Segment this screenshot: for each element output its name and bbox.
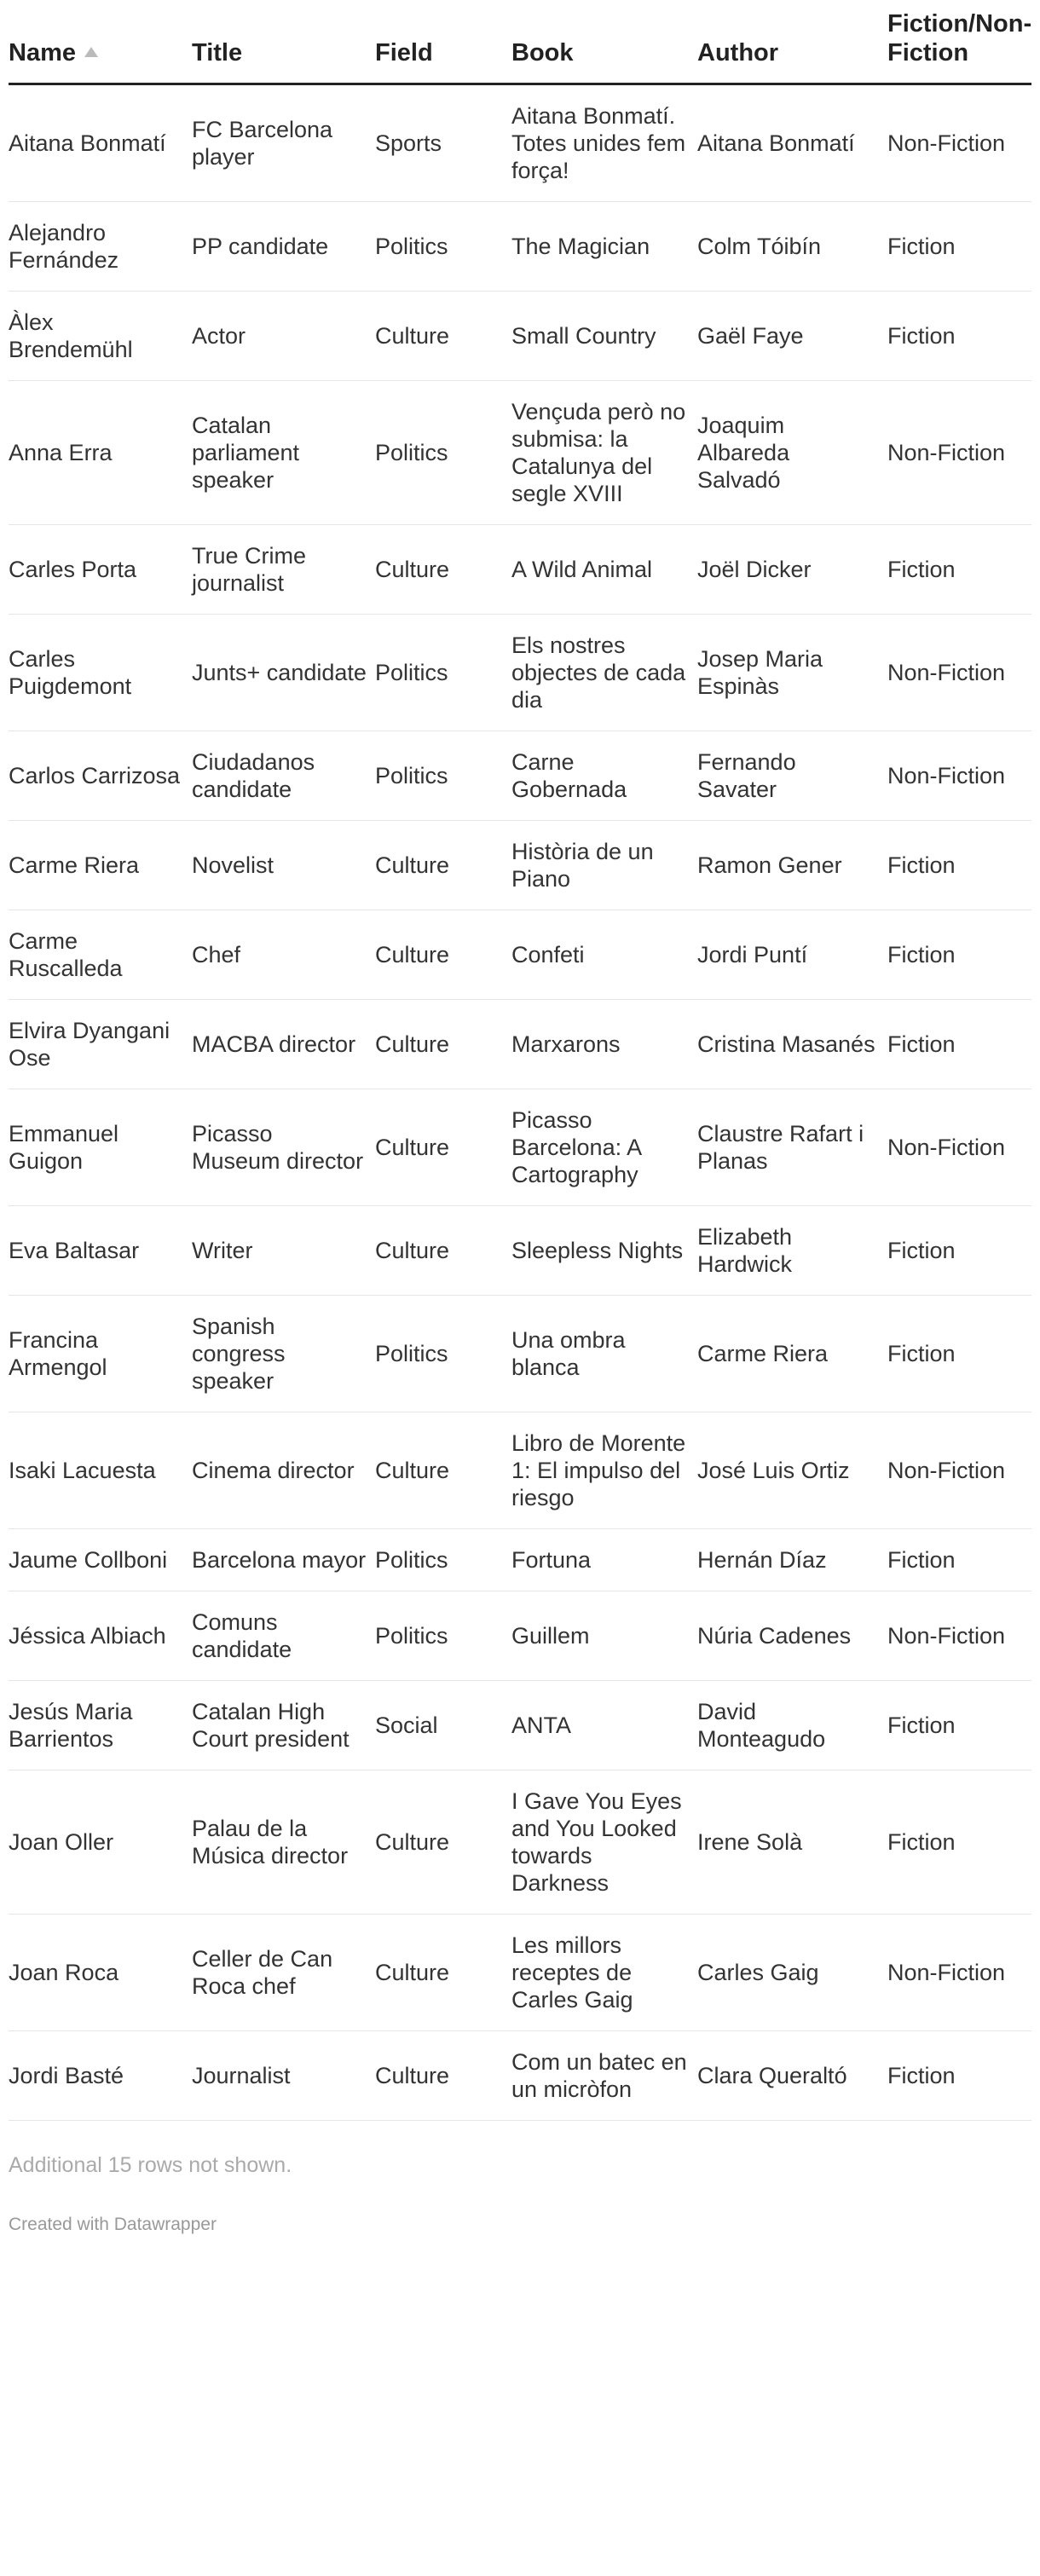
cell-author: Ramon Gener	[697, 820, 887, 910]
cell-fiction-nonfiction: Non-Fiction	[887, 1914, 1031, 2030]
column-header-field[interactable]: Field	[375, 0, 511, 84]
cell-book: Marxarons	[511, 999, 697, 1089]
cell-book: Libro de Morente 1: El impulso del riesgo	[511, 1412, 697, 1528]
cell-field: Culture	[375, 1914, 511, 2030]
column-header-author[interactable]: Author	[697, 0, 887, 84]
cell-field: Culture	[375, 999, 511, 1089]
column-header-book[interactable]: Book	[511, 0, 697, 84]
cell-name: Jordi Basté	[9, 2030, 192, 2120]
table-row	[9, 1770, 1031, 1914]
cell-title: PP candidate	[192, 201, 375, 291]
cell-field: Culture	[375, 910, 511, 999]
cell-title: Writer	[192, 1205, 375, 1295]
cell-title: MACBA director	[192, 999, 375, 1089]
cell-fiction-nonfiction: Non-Fiction	[887, 731, 1031, 820]
table-row	[9, 614, 1031, 731]
cell-name: Aitana Bonmatí	[9, 84, 192, 201]
cell-author: Carme Riera	[697, 1295, 887, 1412]
cell-fiction-nonfiction: Fiction	[887, 1295, 1031, 1412]
table-row	[9, 380, 1031, 524]
table-row	[9, 820, 1031, 910]
table-row	[9, 524, 1031, 614]
cell-author: José Luis Ortiz	[697, 1412, 887, 1528]
cell-field: Social	[375, 1680, 511, 1770]
cell-title: Celler de Can Roca chef	[192, 1914, 375, 2030]
cell-author: Irene Solà	[697, 1770, 887, 1914]
cell-book: Aitana Bonmatí. Totes unides fem força!	[511, 84, 697, 201]
cell-field: Culture	[375, 1089, 511, 1205]
cell-name: Elvira Dyangani Ose	[9, 999, 192, 1089]
cell-author: Núria Cadenes	[697, 1591, 887, 1680]
cell-book: Picasso Barcelona: A Cartography	[511, 1089, 697, 1205]
cell-name: Carles Puigdemont	[9, 614, 192, 731]
cell-title: FC Barcelona player	[192, 84, 375, 201]
cell-name: Eva Baltasar	[9, 1205, 192, 1295]
cell-name: Carlos Carrizosa	[9, 731, 192, 820]
cell-book: Sleepless Nights	[511, 1205, 697, 1295]
cell-title: Picasso Museum director	[192, 1089, 375, 1205]
table-row	[9, 1914, 1031, 2030]
cell-field: Culture	[375, 2030, 511, 2120]
cell-book: Els nostres objectes de cada dia	[511, 614, 697, 731]
cell-book: I Gave You Eyes and You Looked towards Darkness	[511, 1770, 697, 1914]
cell-title: Ciudadanos candidate	[192, 731, 375, 820]
table-row	[9, 2030, 1031, 2120]
cell-name: Carme Ruscalleda	[9, 910, 192, 999]
table-row	[9, 291, 1031, 380]
column-header-title[interactable]: Title	[192, 0, 375, 84]
cell-fiction-nonfiction: Fiction	[887, 291, 1031, 380]
cell-author: Fernando Savater	[697, 731, 887, 820]
column-header-fiction-nonfiction[interactable]: Fiction/Non-Fiction	[887, 0, 1031, 84]
cell-fiction-nonfiction: Non-Fiction	[887, 84, 1031, 201]
cell-author: Joël Dicker	[697, 524, 887, 614]
cell-book: Small Country	[511, 291, 697, 380]
cell-name: Isaki Lacuesta	[9, 1412, 192, 1528]
table-body	[9, 84, 1031, 2120]
cell-fiction-nonfiction: Fiction	[887, 999, 1031, 1089]
cell-name: Joan Roca	[9, 1914, 192, 2030]
cell-name: Joan Oller	[9, 1770, 192, 1914]
cell-title: Journalist	[192, 2030, 375, 2120]
cell-name: Àlex Brendemühl	[9, 291, 192, 380]
cell-book: Guillem	[511, 1591, 697, 1680]
cell-fiction-nonfiction: Fiction	[887, 524, 1031, 614]
cell-field: Culture	[375, 820, 511, 910]
cell-name: Jéssica Albiach	[9, 1591, 192, 1680]
cell-author: Colm Tóibín	[697, 201, 887, 291]
cell-book: Carne Gobernada	[511, 731, 697, 820]
cell-field: Politics	[375, 614, 511, 731]
datawrapper-credit: Created with Datawrapper	[9, 2214, 217, 2234]
cell-author: Claustre Rafart i Planas	[697, 1089, 887, 1205]
cell-book: Com un batec en un micròfon	[511, 2030, 697, 2120]
cell-fiction-nonfiction: Non-Fiction	[887, 1412, 1031, 1528]
cell-author: Joaquim Albareda Salvadó	[697, 380, 887, 524]
cell-field: Politics	[375, 731, 511, 820]
rows-hidden-note: Additional 15 rows not shown.	[9, 2152, 292, 2177]
cell-field: Culture	[375, 1205, 511, 1295]
cell-author: Cristina Masanés	[697, 999, 887, 1089]
cell-fiction-nonfiction: Non-Fiction	[887, 380, 1031, 524]
table-row	[9, 1591, 1031, 1680]
table-row	[9, 1680, 1031, 1770]
cell-fiction-nonfiction: Fiction	[887, 820, 1031, 910]
table-row	[9, 999, 1031, 1089]
cell-book: Confeti	[511, 910, 697, 999]
cell-title: Actor	[192, 291, 375, 380]
cell-title: Cinema director	[192, 1412, 375, 1528]
cell-book: A Wild Animal	[511, 524, 697, 614]
cell-fiction-nonfiction: Non-Fiction	[887, 1089, 1031, 1205]
sort-ascending-icon	[84, 47, 98, 57]
table-row	[9, 1205, 1031, 1295]
table-header-row	[9, 0, 1031, 84]
cell-title: Comuns candidate	[192, 1591, 375, 1680]
cell-fiction-nonfiction: Fiction	[887, 1680, 1031, 1770]
cell-book: Vençuda però no submisa: la Catalunya del segle XVIII	[511, 380, 697, 524]
cell-name: Carme Riera	[9, 820, 192, 910]
table-row	[9, 1089, 1031, 1205]
cell-name: Carles Porta	[9, 524, 192, 614]
cell-author: Jordi Puntí	[697, 910, 887, 999]
cell-name: Jaume Collboni	[9, 1528, 192, 1591]
cell-fiction-nonfiction: Fiction	[887, 1770, 1031, 1914]
cell-field: Culture	[375, 291, 511, 380]
cell-field: Sports	[375, 84, 511, 201]
cell-fiction-nonfiction: Fiction	[887, 2030, 1031, 2120]
cell-field: Politics	[375, 380, 511, 524]
cell-field: Politics	[375, 1295, 511, 1412]
cell-fiction-nonfiction: Fiction	[887, 1528, 1031, 1591]
column-header-label: Name	[9, 38, 76, 66]
cell-name: Francina Armengol	[9, 1295, 192, 1412]
cell-title: Spanish congress speaker	[192, 1295, 375, 1412]
cell-book: Les millors receptes de Carles Gaig	[511, 1914, 697, 2030]
column-header-name[interactable]	[9, 0, 192, 84]
cell-author: Josep Maria Espinàs	[697, 614, 887, 731]
cell-field: Culture	[375, 1770, 511, 1914]
cell-author: Elizabeth Hardwick	[697, 1205, 887, 1295]
cell-title: Palau de la Música director	[192, 1770, 375, 1914]
cell-author: David Monteagudo	[697, 1680, 887, 1770]
cell-field: Culture	[375, 1412, 511, 1528]
table-row	[9, 1528, 1031, 1591]
cell-author: Carles Gaig	[697, 1914, 887, 2030]
book-recommendations-table	[9, 0, 1031, 2121]
cell-name: Alejandro Fernández	[9, 201, 192, 291]
table-row	[9, 731, 1031, 820]
table-row	[9, 84, 1031, 201]
cell-title: Chef	[192, 910, 375, 999]
table-row	[9, 1412, 1031, 1528]
cell-field: Politics	[375, 1528, 511, 1591]
cell-book: ANTA	[511, 1680, 697, 1770]
cell-fiction-nonfiction: Fiction	[887, 910, 1031, 999]
cell-field: Culture	[375, 524, 511, 614]
cell-book: Història de un Piano	[511, 820, 697, 910]
cell-fiction-nonfiction: Non-Fiction	[887, 614, 1031, 731]
cell-title: Novelist	[192, 820, 375, 910]
cell-book: The Magician	[511, 201, 697, 291]
cell-author: Gaël Faye	[697, 291, 887, 380]
table-row	[9, 910, 1031, 999]
cell-author: Clara Queraltó	[697, 2030, 887, 2120]
cell-title: True Crime journalist	[192, 524, 375, 614]
table-row	[9, 1295, 1031, 1412]
cell-fiction-nonfiction: Non-Fiction	[887, 1591, 1031, 1680]
cell-field: Politics	[375, 1591, 511, 1680]
cell-author: Aitana Bonmatí	[697, 84, 887, 201]
cell-book: Fortuna	[511, 1528, 697, 1591]
cell-name: Jesús Maria Barrientos	[9, 1680, 192, 1770]
cell-name: Emmanuel Guigon	[9, 1089, 192, 1205]
cell-title: Junts+ candidate	[192, 614, 375, 731]
cell-book: Una ombra blanca	[511, 1295, 697, 1412]
cell-title: Catalan High Court president	[192, 1680, 375, 1770]
cell-name: Anna Erra	[9, 380, 192, 524]
cell-title: Catalan parliament speaker	[192, 380, 375, 524]
cell-title: Barcelona mayor	[192, 1528, 375, 1591]
cell-fiction-nonfiction: Fiction	[887, 201, 1031, 291]
cell-fiction-nonfiction: Fiction	[887, 1205, 1031, 1295]
cell-author: Hernán Díaz	[697, 1528, 887, 1591]
table-row	[9, 201, 1031, 291]
cell-field: Politics	[375, 201, 511, 291]
